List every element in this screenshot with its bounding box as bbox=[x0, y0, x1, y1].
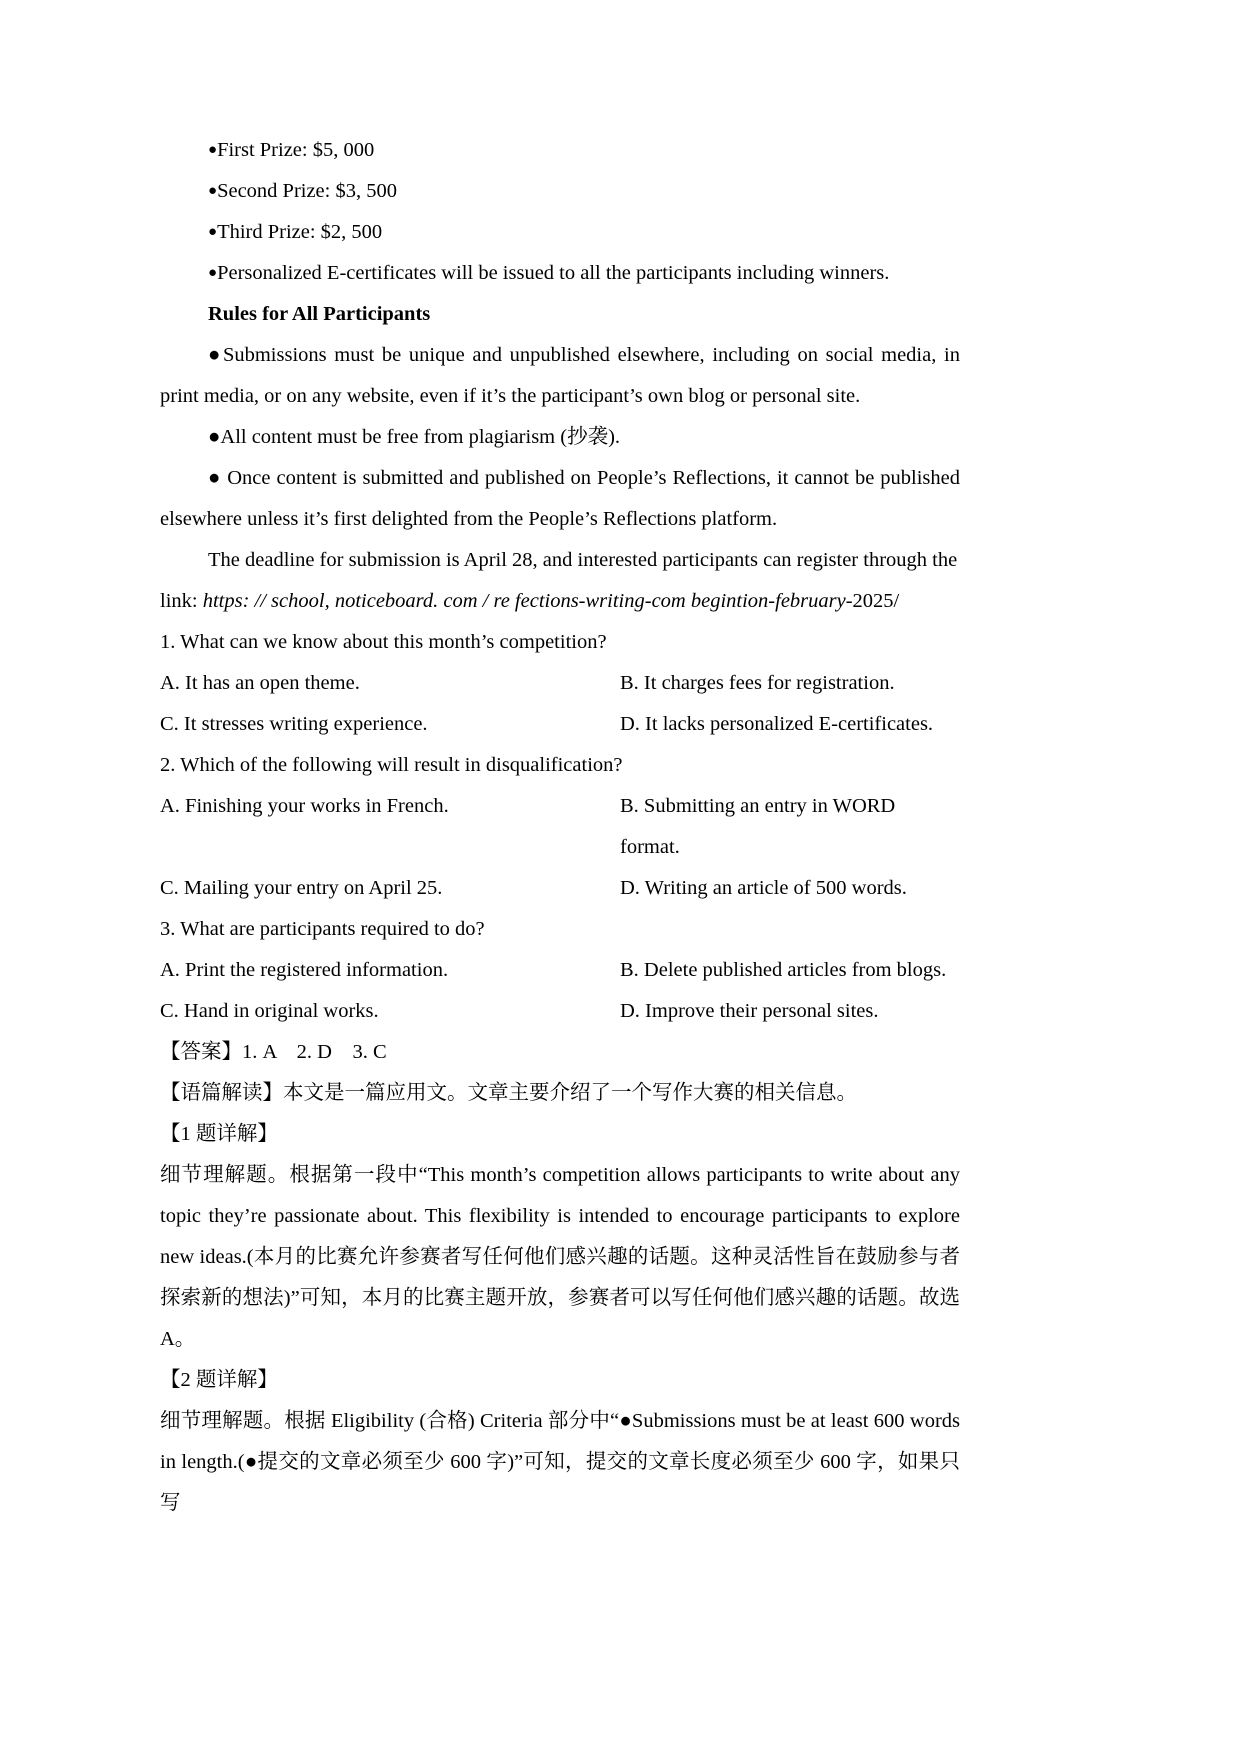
deadline-paragraph: The deadline for submission is April 28, and interested participants can register through the bbox=[208, 549, 958, 571]
question-3-option-b[interactable]: B. Delete published articles from blogs. bbox=[620, 959, 947, 981]
prize-bullet-text: Second Prize: $3, 500 bbox=[217, 180, 397, 202]
rule-bullet-text: All content must be free from plagiarism (抄袭). bbox=[220, 426, 621, 448]
explanation-1-body: 细节理解题。根据第一段中“This month’s competition allows participants to write about any topic they’re passionate about. This flexibility is intended to encourage participants to explore new ideas.(本月的比赛允许参赛者写任何他们感兴趣的话题。这种灵活性旨在鼓励参与者探索新的想法)”可知，本月的比赛主题开放，参赛者可以写任何他们感兴趣的话题。故选 A。 bbox=[160, 1164, 960, 1350]
registration-url-tail[interactable]: 2025/ bbox=[852, 590, 900, 612]
rules-heading: Rules for All Participants bbox=[208, 303, 431, 325]
link-label: link: bbox=[160, 590, 198, 612]
question-2-options-row-1 bbox=[160, 786, 960, 868]
question-2-option-c[interactable]: C. Mailing your entry on April 25. bbox=[160, 877, 443, 899]
document-body bbox=[160, 130, 960, 1524]
registration-url[interactable]: https: // school, noticeboard. com / re fections-writing-com begintion-february- bbox=[202, 590, 853, 612]
question-1-stem: 1. What can we know about this month’s competition? bbox=[160, 631, 607, 653]
rule-bullet-text: Once content is submitted and published on People’s Reflections, it cannot be published elsewhere unless it’s first delighted from the People’s Reflections platform. bbox=[160, 467, 961, 530]
explanation-1-heading: 【1 题详解】 bbox=[160, 1123, 278, 1145]
question-1-options-row-1 bbox=[160, 663, 960, 704]
bullet-dot-icon: ● bbox=[208, 426, 221, 448]
passage-reading-line: 【语篇解读】本文是一篇应用文。文章主要介绍了一个写作大赛的相关信息。 bbox=[160, 1082, 857, 1104]
rule-bullet-plagiarism bbox=[160, 417, 960, 458]
question-2-option-a[interactable]: A. Finishing your works in French. bbox=[160, 795, 449, 817]
bullet-dot-icon: ● bbox=[208, 265, 218, 281]
bullet-dot-icon: ● bbox=[208, 183, 218, 199]
bullet-dot-icon: ● bbox=[208, 344, 223, 366]
prize-bullet-third bbox=[160, 212, 960, 253]
question-3-stem: 3. What are participants required to do? bbox=[160, 918, 485, 940]
question-3-option-d[interactable]: D. Improve their personal sites. bbox=[620, 1000, 879, 1022]
registration-link-line bbox=[160, 581, 960, 622]
question-2-option-b[interactable]: B. Submitting an entry in WORD format. bbox=[620, 795, 896, 858]
prize-bullet-second bbox=[160, 171, 960, 212]
question-3-option-a[interactable]: A. Print the registered information. bbox=[160, 959, 449, 981]
answer-key-line: 【答案】1. A 2. D 3. C bbox=[160, 1041, 387, 1063]
prize-bullet-first bbox=[160, 130, 960, 171]
question-2-option-d[interactable]: D. Writing an article of 500 words. bbox=[620, 877, 907, 899]
prize-bullet-certificates bbox=[160, 253, 960, 294]
explanation-2-heading: 【2 题详解】 bbox=[160, 1369, 278, 1391]
question-1-option-b[interactable]: B. It charges fees for registration. bbox=[620, 672, 895, 694]
bullet-dot-icon: ● bbox=[208, 467, 222, 489]
question-3-options-row-1 bbox=[160, 950, 960, 991]
question-3-option-c[interactable]: C. Hand in original works. bbox=[160, 1000, 379, 1022]
bullet-dot-icon: ● bbox=[208, 224, 218, 240]
prize-bullet-text: Third Prize: $2, 500 bbox=[217, 221, 383, 243]
prize-bullet-text: First Prize: $5, 000 bbox=[217, 139, 375, 161]
bullet-dot-icon: ● bbox=[208, 142, 218, 158]
question-1-option-d[interactable]: D. It lacks personalized E-certificates. bbox=[620, 713, 934, 735]
rule-bullet-submissions bbox=[160, 335, 960, 417]
question-2-stem: 2. Which of the following will result in disqualification? bbox=[160, 754, 623, 776]
rule-bullet-text: Submissions must be unique and unpublished elsewhere, including on social media, in print media, or on any website, even if it’s the participant’s own blog or personal site. bbox=[160, 344, 960, 407]
question-2-options-row-2 bbox=[160, 868, 960, 909]
question-1-option-a[interactable]: A. It has an open theme. bbox=[160, 672, 360, 694]
explanation-2-body: 细节理解题。根据 Eligibility (合格) Criteria 部分中“●Submissions must be at least 600 words in length.(●提交的文章必须至少 600 字)”可知，提交的文章长度必须至少 600 字，如果只写 bbox=[160, 1410, 960, 1514]
rule-bullet-republish bbox=[160, 458, 960, 540]
question-3-options-row-2 bbox=[160, 991, 960, 1032]
question-1-options-row-2 bbox=[160, 704, 960, 745]
question-1-option-c[interactable]: C. It stresses writing experience. bbox=[160, 713, 428, 735]
prize-bullet-text: Personalized E-certificates will be issued to all the participants including winners. bbox=[217, 262, 890, 284]
